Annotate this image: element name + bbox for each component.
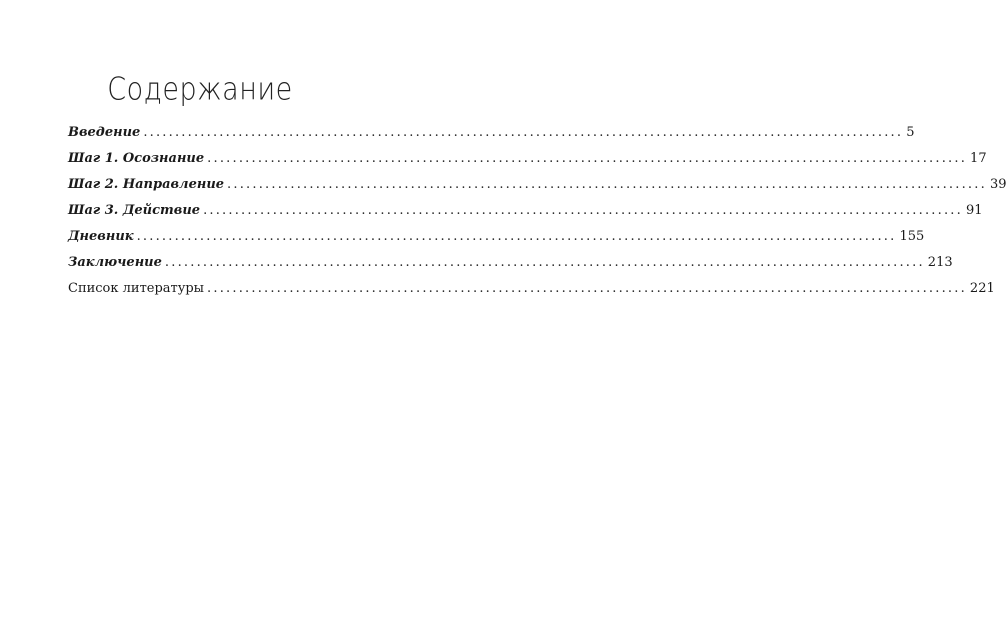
toc-entry-title: Шаг 1. Осознание bbox=[68, 151, 205, 166]
toc-entry-title: Введение bbox=[68, 125, 141, 140]
toc-entry[interactable] bbox=[68, 281, 995, 307]
dot-leader: ........................................................................................................................ bbox=[143, 125, 904, 140]
toc-entry-page: 17 bbox=[970, 151, 987, 166]
toc-entry-title: Шаг 2. Направление bbox=[68, 177, 225, 192]
toc-entry-title: Дневник bbox=[68, 229, 134, 244]
toc-entry-page: 155 bbox=[899, 229, 925, 244]
dot-leader: ........................................................................................................................ bbox=[207, 151, 968, 166]
toc-entry[interactable] bbox=[68, 151, 987, 177]
toc-entry-title: Список литературы bbox=[68, 281, 205, 296]
dot-leader: ........................................................................................................................ bbox=[227, 177, 987, 192]
toc-entry-page: 213 bbox=[927, 255, 953, 270]
toc-entry-page: 91 bbox=[965, 203, 983, 218]
toc-entry[interactable] bbox=[68, 229, 925, 255]
dot-leader: ........................................................................................................................ bbox=[207, 281, 967, 296]
table-of-contents bbox=[68, 125, 1006, 307]
toc-entry-title: Шаг 3. Действие bbox=[68, 203, 201, 218]
toc-entry-title: Заключение bbox=[68, 255, 162, 270]
dot-leader: ........................................................................................................................ bbox=[136, 229, 897, 244]
dot-leader: ........................................................................................................................ bbox=[203, 203, 963, 218]
toc-entry-page: 221 bbox=[969, 281, 995, 296]
dot-leader: ........................................................................................................................ bbox=[164, 255, 925, 270]
toc-entry-page: 5 bbox=[906, 125, 915, 140]
page-title: Содержание bbox=[107, 71, 293, 108]
toc-entry-page: 39 bbox=[989, 177, 1006, 192]
toc-entry[interactable] bbox=[68, 203, 983, 229]
toc-entry[interactable] bbox=[68, 255, 953, 281]
toc-entry[interactable] bbox=[68, 177, 1006, 203]
toc-entry[interactable] bbox=[68, 125, 915, 151]
